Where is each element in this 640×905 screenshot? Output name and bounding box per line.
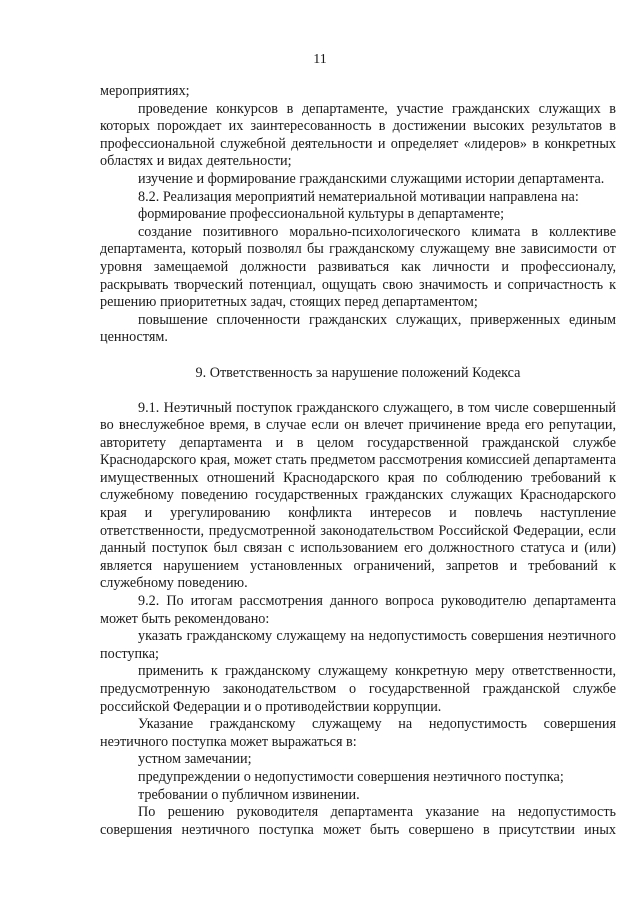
- paragraph: повышение сплоченности гражданских служащих, приверженных единым ценностям.: [100, 311, 616, 346]
- paragraph: требовании о публичном извинении.: [138, 786, 360, 803]
- paragraph: По решению руководителя департамента указание на недопустимость совершения неэтичного поступка может быть совершено в присутствии иных: [100, 804, 616, 838]
- paragraph: 9.2. По итогам рассмотрения данного вопроса руководителю департамента может быть рекомендовано:: [100, 593, 616, 627]
- paragraph: создание позитивного морально-психологического климата в коллективе департамента, который позволял бы гражданскому служащему вне зависимости от уровня замещаемой должности развиваться как личности и профессионалу, раскрывать творческий потенциал, ощущать свою значимость и сопричастность к решению приоритетных задач, стоящих перед департаментом;: [100, 223, 616, 311]
- paragraph: Указание гражданскому служащему на недопустимость совершения неэтичного поступка может выражаться в:: [100, 716, 616, 750]
- paragraph: мероприятиях;: [100, 83, 190, 99]
- document-body: [100, 83, 616, 839]
- paragraph: изучение и формирование гражданскими служащими истории департамента.: [138, 170, 605, 187]
- paragraph: устном замечании;: [138, 751, 252, 768]
- page-number: 11: [313, 52, 327, 67]
- paragraph: 8.2. Реализация мероприятий нематериальной мотивации направлена на:: [138, 188, 579, 205]
- paragraph: 9.1. Неэтичный поступок гражданского служащего, в том числе совершенный во внеслужебное время, в случае если он влечет причинение вреда его репутации, авторитету департамента и в целом государственной гражданской службе Краснодарского края, может стать предметом рассмотрения комиссией департамента имущественных отношений Краснодарского края по соблюдению требований к служебному поведению государственных гражданских служащих Краснодарского края и урегулированию конфликта интересов и повлечь наступление ответственности, предусмотренной законодательством Российской Федерации, если данный поступок был связан с использованием его должностного статуса и (или) является нарушением установленных ограничений, запретов и требований к служебному поведению.: [100, 399, 616, 592]
- paragraph: формирование профессиональной культуры в департаменте;: [138, 206, 505, 223]
- paragraph: предупреждении о недопустимости совершения неэтичного поступка;: [138, 768, 564, 785]
- section-heading: 9. Ответственность за нарушение положений Кодекса: [195, 364, 521, 381]
- paragraph: применить к гражданскому служащему конкретную меру ответственности, предусмотренную законодательством о государственной гражданской службе российской Федерации и о противодействии коррупции.: [100, 663, 616, 715]
- paragraph: указать гражданскому служащему на недопустимость совершения неэтичного поступка;: [100, 628, 616, 662]
- paragraph: проведение конкурсов в департаменте, участие гражданских служащих в которых порождает их заинтересованность в достижении высоких результатов в профессиональной служебной деятельности и определяет «лидеров» в конкретных областях и видах деятельности;: [100, 100, 616, 170]
